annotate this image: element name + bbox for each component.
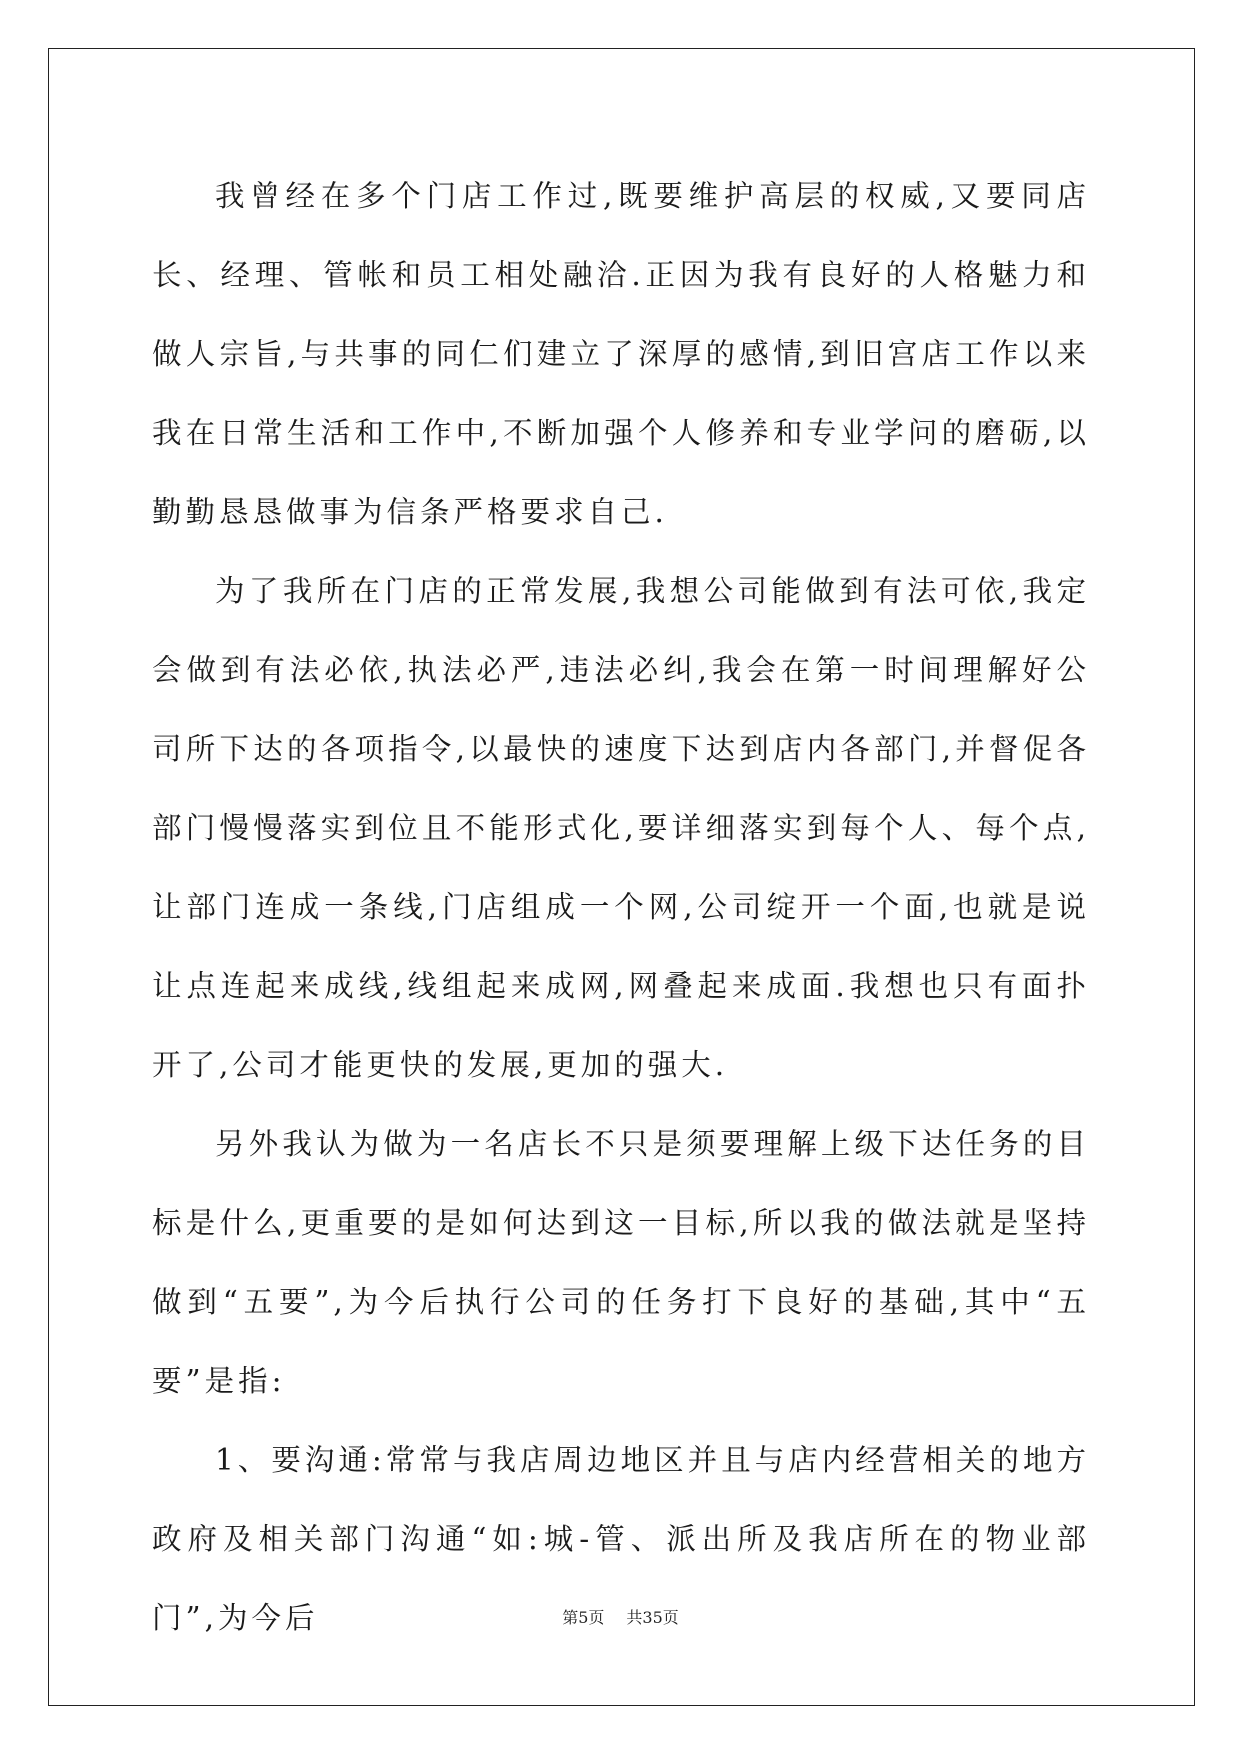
paragraph-3: 另外我认为做为一名店长不只是须要理解上级下达任务的目标是什么,更重要的是如何达到这一目标,所以我的做法就是坚持做到“五要”,为今后执行公司的任务打下良好的基础,其中“五要”是指: xyxy=(152,1127,1090,1398)
page-total: 共35页 xyxy=(626,1608,679,1627)
document-body xyxy=(152,157,1090,1658)
paragraph-4: 1、要沟通:常常与我店周边地区并且与店内经营相关的地方政府及相关部门沟通“如:城-管、派出所及我店所在的物业部门”,为今后 xyxy=(152,1443,1090,1635)
page-footer xyxy=(0,1605,1241,1628)
paragraph-1: 我曾经在多个门店工作过,既要维护高层的权威,又要同店长、经理、管帐和员工相处融洽.正因为我有良好的人格魅力和做人宗旨,与共事的同仁们建立了深厚的感情,到旧宫店工作以来我在日常生活和工作中,不断加强个人修养和专业学问的磨砺,以勤勤恳恳做事为信条严格要求自己. xyxy=(152,179,1090,529)
page-number: 第5页 xyxy=(562,1608,605,1627)
paragraph-2: 为了我所在门店的正常发展,我想公司能做到有法可依,我定会做到有法必依,执法必严,违法必纠,我会在第一时间理解好公司所下达的各项指令,以最快的速度下达到店内各部门,并督促各部门慢慢落实到位且不能形式化,要详细落实到每个人、每个点,让部门连成一条线,门店组成一个网,公司绽开一个面,也就是说让点连起来成线,线组起来成网,网叠起来成面.我想也只有面扑开了,公司才能更快的发展,更加的强大. xyxy=(152,574,1090,1082)
